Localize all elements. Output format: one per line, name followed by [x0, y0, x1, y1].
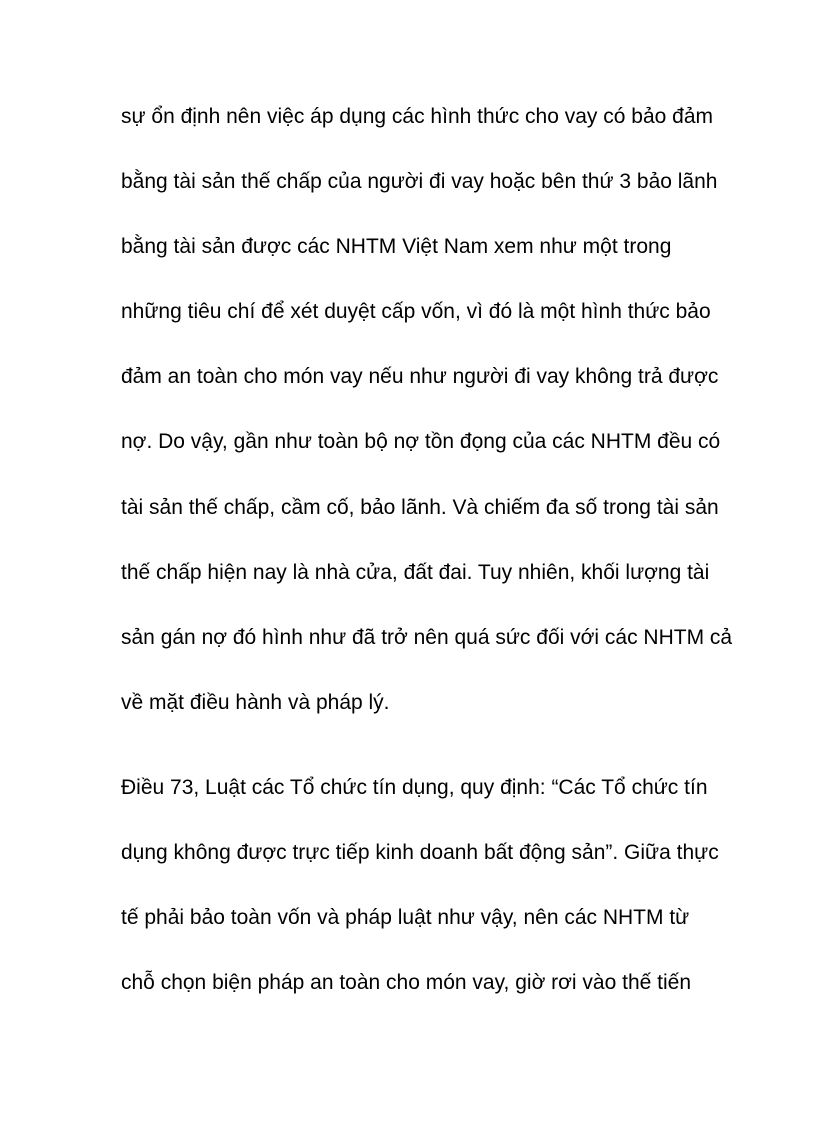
- text-line: thế chấp hiện nay là nhà cửa, đất đai. Tuy nhiên, khối lượng tài: [121, 561, 710, 584]
- text-line: Điều 73, Luật các Tổ chức tín dụng, quy định: “Các Tổ chức tín: [121, 776, 708, 799]
- text-line: chỗ chọn biện pháp an toàn cho món vay, giờ rơi vào thế tiến: [121, 971, 692, 994]
- text-line: tế phải bảo toàn vốn và pháp luật như vậy, nên các NHTM từ: [121, 906, 690, 929]
- text-line: nợ. Do vậy, gần như toàn bộ nợ tồn đọng của các NHTM đều có: [121, 430, 721, 453]
- text-line: tài sản thế chấp, cầm cố, bảo lãnh. Và chiếm đa số trong tài sản: [121, 496, 719, 519]
- text-line: sản gán nợ đó hình như đã trở nên quá sức đối với các NHTM cả: [121, 626, 733, 649]
- text-line: bằng tài sản được các NHTM Việt Nam xem như một trong: [121, 235, 672, 258]
- text-line: dụng không được trực tiếp kinh doanh bất động sản”. Giữa thực: [121, 841, 719, 864]
- text-line: về mặt điều hành và pháp lý.: [121, 691, 390, 714]
- text-line: những tiêu chí để xét duyệt cấp vốn, vì đó là một hình thức bảo: [121, 300, 711, 323]
- text-line: sự ổn định nên việc áp dụng các hình thức cho vay có bảo đảm: [121, 105, 713, 128]
- text-line: bằng tài sản thế chấp của người đi vay hoặc bên thứ 3 bảo lãnh: [121, 170, 718, 193]
- text-line: đảm an toàn cho món vay nếu như người đi vay không trả được: [121, 365, 719, 388]
